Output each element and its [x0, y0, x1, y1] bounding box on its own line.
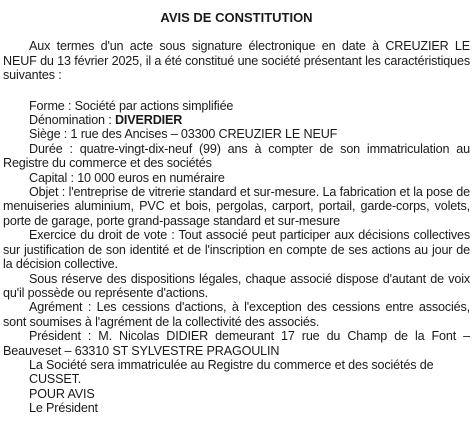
- notice-title: AVIS DE CONSTITUTION: [160, 10, 313, 25]
- denomination-value: DIVERDIER: [114, 113, 183, 128]
- intro-paragraph: Aux termes d'un acte sous signature électronique en date à CREUZIER LE NEUF du 13 février 2025, il a été constitué une société présentant les caractéristiques suivantes :: [3, 39, 470, 83]
- signature-line: Le Président: [29, 401, 98, 416]
- legal-notice: [3, 11, 470, 416]
- spacer: [3, 83, 470, 99]
- droit-vote-field: Exercice du droit de vote : Tout associé peut participer aux décisions collectives sur justification de son identité et de l'inscription en compte de ses actions au jour de la décision collective.: [3, 228, 470, 272]
- denomination-label: Dénomination :: [29, 113, 115, 128]
- denomination-field: [3, 113, 470, 127]
- president-field: Président : M. Nicolas DIDIER demeurant 17 rue du Champ de la Font – Beauveset – 63310 ST SYLVESTRE PRAGOULIN: [3, 329, 470, 358]
- duree-field: Durée : quatre-vingt-dix-neuf (99) ans à compter de son immatriculation au Registre du commerce et des sociétés: [3, 141, 470, 171]
- siege-field: Siège : 1 rue des Ancises – 03300 CREUZIER LE NEUF: [29, 127, 338, 142]
- capital-field: Capital : 10 000 euros en numéraire: [29, 170, 225, 185]
- dispositions-paragraph: Sous réserve des dispositions légales, chaque associé dispose d'autant de voix qu'il possède ou représente d'actions.: [3, 271, 470, 300]
- pour-avis-line: POUR AVIS: [29, 386, 95, 401]
- immatriculation-line: La Société sera immatriculée au Registre du commerce et des sociétés de CUSSET.: [29, 357, 434, 387]
- forme-field: Forme : Société par actions simplifiée: [29, 98, 234, 113]
- agrement-field: Agrément : Les cessions d'actions, à l'exception des cessions entre associés, sont soumises à l'agrément de la collectivité des associés.: [3, 300, 470, 329]
- objet-field: Objet : l'entreprise de vitrerie standard et sur-mesure. La fabrication et la pose de menuiseries aluminium, PVC et bois, pergolas, carport, portail, garde-corps, volets, porte de garage, porte grand-passage standard et sur-mesure: [3, 185, 470, 228]
